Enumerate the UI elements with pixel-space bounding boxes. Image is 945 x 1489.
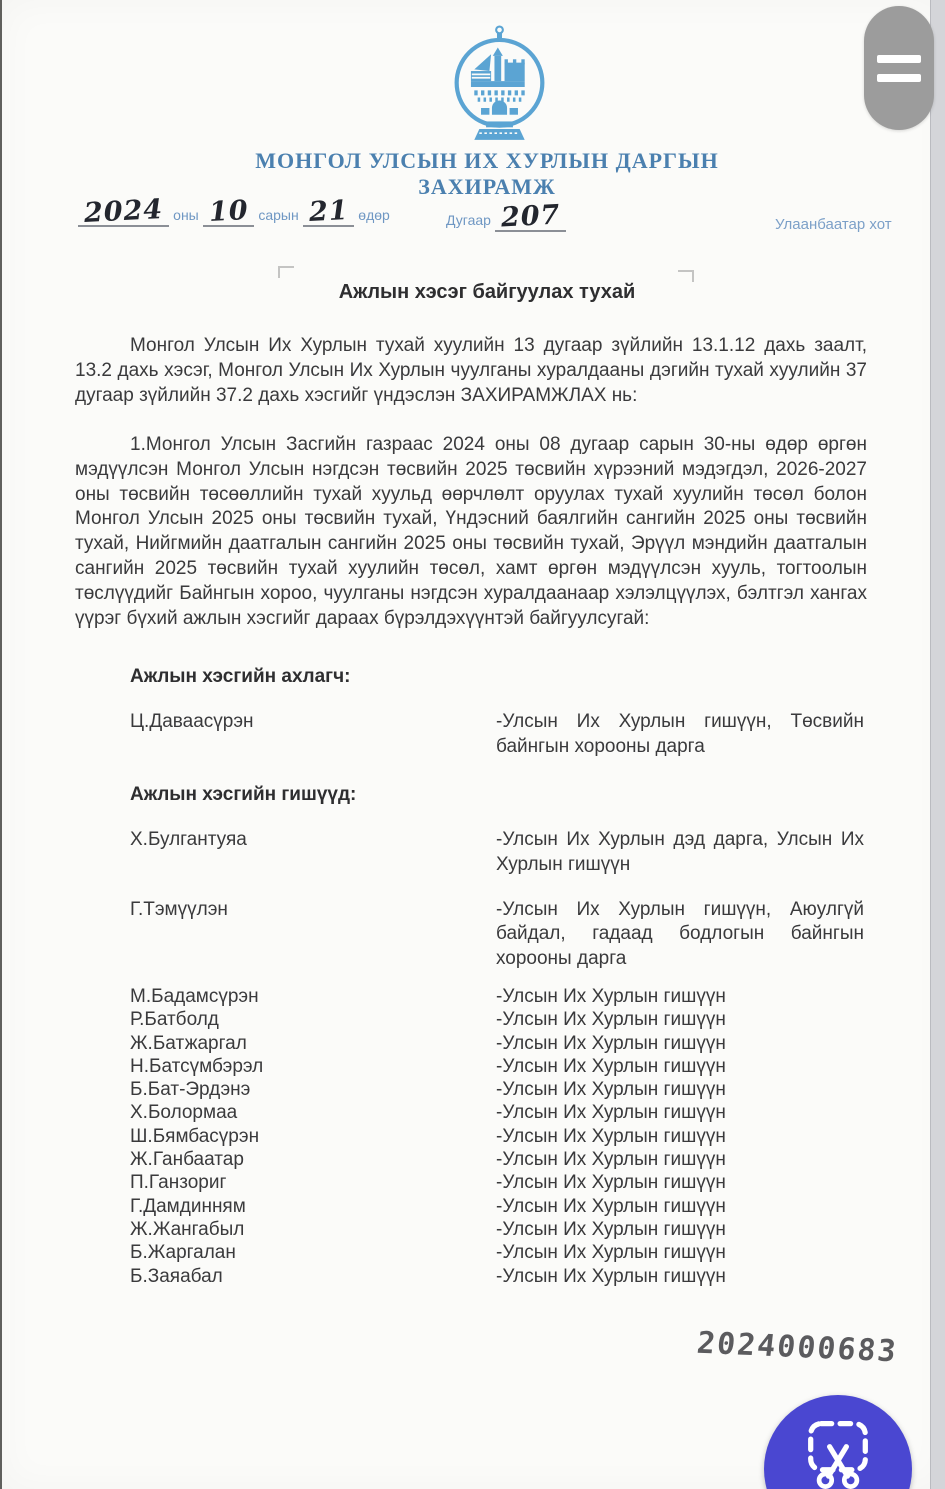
registration-stamp-number: 2024000683 <box>695 1325 900 1370</box>
member-row <box>130 1265 864 1288</box>
member-row <box>130 1078 864 1101</box>
page-gutter <box>930 0 945 1489</box>
member-row <box>130 1148 864 1171</box>
member-role: -Улсын Их Хурлын гишүүн <box>496 1149 726 1171</box>
handwritten-number: 207 <box>500 199 562 234</box>
menu-handle[interactable] <box>864 6 934 130</box>
member-role: -Улсын Их Хурлын гишүүн <box>496 1172 726 1194</box>
org-title <box>77 148 897 200</box>
member-role: -Улсын Их Хурлын гишүүн <box>496 1079 726 1101</box>
month-label: сарын <box>258 207 299 223</box>
member-name: Х.Болормаа <box>130 1102 238 1124</box>
member-name: Б.Заяабал <box>130 1265 223 1287</box>
member-row <box>130 898 864 972</box>
org-title-line2: ЗАХИРАМЖ <box>418 174 556 199</box>
member-row <box>130 1101 864 1124</box>
member-role: -Улсын Их Хурлын гишүүн <box>496 1218 726 1240</box>
member-role: -Улсын Их Хурлын гишүүн <box>496 1055 726 1077</box>
member-name: Х.Булгантуяа <box>130 829 247 850</box>
member-name: Ж.Батжаргал <box>130 1032 247 1054</box>
handwritten-year: 2024 <box>83 193 164 230</box>
member-role: -Улсын Их Хурлын гишүүн <box>496 986 726 1007</box>
member-role: -Улсын Их Хурлын гишүүн <box>496 1125 726 1147</box>
member-row <box>130 1032 864 1055</box>
crop-screenshot-button[interactable] <box>764 1395 912 1489</box>
featured-member-rows <box>130 828 864 992</box>
handwritten-month: 10 <box>207 194 250 229</box>
member-row <box>130 1008 864 1031</box>
member-row <box>130 1195 864 1218</box>
decree-number <box>442 199 566 234</box>
member-row <box>130 1125 864 1148</box>
member-name: Г.Тэмүүлэн <box>130 898 228 920</box>
scan-corner-mark <box>278 266 294 278</box>
city-label: Улаанбаатар хот <box>775 216 892 233</box>
paragraph-resolution: 1.Монгол Улсын Засгийн газраас 2024 оны 08 дугаар сарын 30-ны өдөр өргөн мэдүүлсэн Монгол Улсын нэгдсэн төсвийн 2025 төсвийн хүрээний мэдэгдэл, 2026-2027 оны төсвийн төсөөллийн тухай хуульд өөрчлөлт оруулах тухай хуулийн төсөл болон Монгол Улсын 2025 оны төсвийн тухай, Үндэсний баялгийн сангийн 2025 оны төсвийн тухай, Нийгмийн даатгалын сангийн 2025 оны төсвийн тухай, Эрүүл мэндийн даатгалын сангийн 2025 төсвийн тухай хуулийн төсөл, хамт өргөн мэдүүлсэн хууль, тогтоолын төслүүдийг Байнгын хороо, чуулганы нэгдсэн хуралдаанаар хэлэлцүүлэх, бэлтгэл хангах үүрэг бүхий ажлын хэсгийг дараах бүрэлдэхүүнтэй байгуулсугай: <box>75 434 867 629</box>
member-role: -Улсын Их Хурлын гишүүн <box>496 1032 726 1054</box>
member-row <box>130 1241 864 1264</box>
member-name: Б.Жаргалан <box>130 1242 236 1264</box>
date-line <box>78 193 394 230</box>
member-row <box>130 1171 864 1194</box>
member-row <box>130 985 864 1008</box>
member-role: -Улсын Их Хурлын гишүүн <box>496 1242 726 1264</box>
member-name: Ц.Даваасүрэн <box>130 711 254 732</box>
member-name: Ж.Жангабыл <box>130 1218 245 1240</box>
date-month-blank <box>203 194 255 229</box>
member-role: -Улсын Их Хурлын гишүүн, Төсвийн байнгын хорооны дарга <box>496 711 864 757</box>
date-day-blank <box>303 194 355 229</box>
member-name: Г.Дамдинням <box>130 1195 246 1217</box>
menu-handle-icon <box>877 55 921 63</box>
member-row <box>130 828 864 878</box>
member-name: Б.Бат-Эрдэнэ <box>130 1079 251 1101</box>
member-name: Н.Батсүмбэрэл <box>130 1055 264 1077</box>
member-name: М.Бадамсүрэн <box>130 986 259 1007</box>
day-label: өдөр <box>358 207 390 223</box>
member-role: -Улсын Их Хурлын гишүүн <box>496 1009 726 1031</box>
member-role: -Улсын Их Хурлын гишүүн <box>496 1195 726 1217</box>
section-heading-members: Ажлын хэсгийн гишүүд: <box>130 784 357 805</box>
member-role: -Улсын Их Хурлын гишүүн, Аюулгүй байдал, гадаад бодлогын байнгын хорооны дарга <box>496 898 864 970</box>
member-name: П.Ганзориг <box>130 1172 227 1194</box>
member-row <box>130 1055 864 1078</box>
paragraph-legal-basis: Монгол Улсын Их Хурлын тухай хуулийн 13 дугаар зүйлийн 13.1.12 дахь заалт, 13.2 дахь хэсэг, Монгол Улсын Их Хурлын чуулганы хуралдааны дэгийн тухай хуулийн 37 дугаар зүйлийн 37.2 дахь хэсгийг үндэслэн ЗАХИРАМЖЛАХ нь: <box>75 335 867 406</box>
member-role: -Улсын Их Хурлын гишүүн <box>496 1102 726 1124</box>
year-label: оны <box>173 207 199 223</box>
date-year-blank <box>78 193 169 230</box>
member-row <box>130 710 864 760</box>
member-name: Р.Батболд <box>130 1009 219 1031</box>
member-list <box>130 985 864 1288</box>
member-role: -Улсын Их Хурлын дэд дарга, Улсын Их Хурлын гишүүн <box>496 829 864 875</box>
document-title: Ажлын хэсэг байгуулах тухай <box>338 281 636 303</box>
member-name: Ж.Ганбаатар <box>130 1149 244 1171</box>
org-title-line1: МОНГОЛ УЛСЫН ИХ ХУРЛЫН ДАРГЫН <box>255 148 719 173</box>
section-heading-leader: Ажлын хэсгийн ахлагч: <box>130 666 351 687</box>
member-row <box>130 1218 864 1241</box>
member-name: Ш.Бямбасүрэн <box>130 1125 260 1147</box>
state-emblem-icon <box>432 24 567 150</box>
leader-rows <box>130 710 864 760</box>
number-label: Дугаар <box>446 212 491 228</box>
handwritten-day: 21 <box>307 194 350 229</box>
menu-handle-icon <box>877 74 921 82</box>
member-role: -Улсын Их Хурлын гишүүн <box>496 1265 726 1287</box>
crop-screenshot-icon <box>796 1411 880 1489</box>
number-blank <box>495 199 566 234</box>
